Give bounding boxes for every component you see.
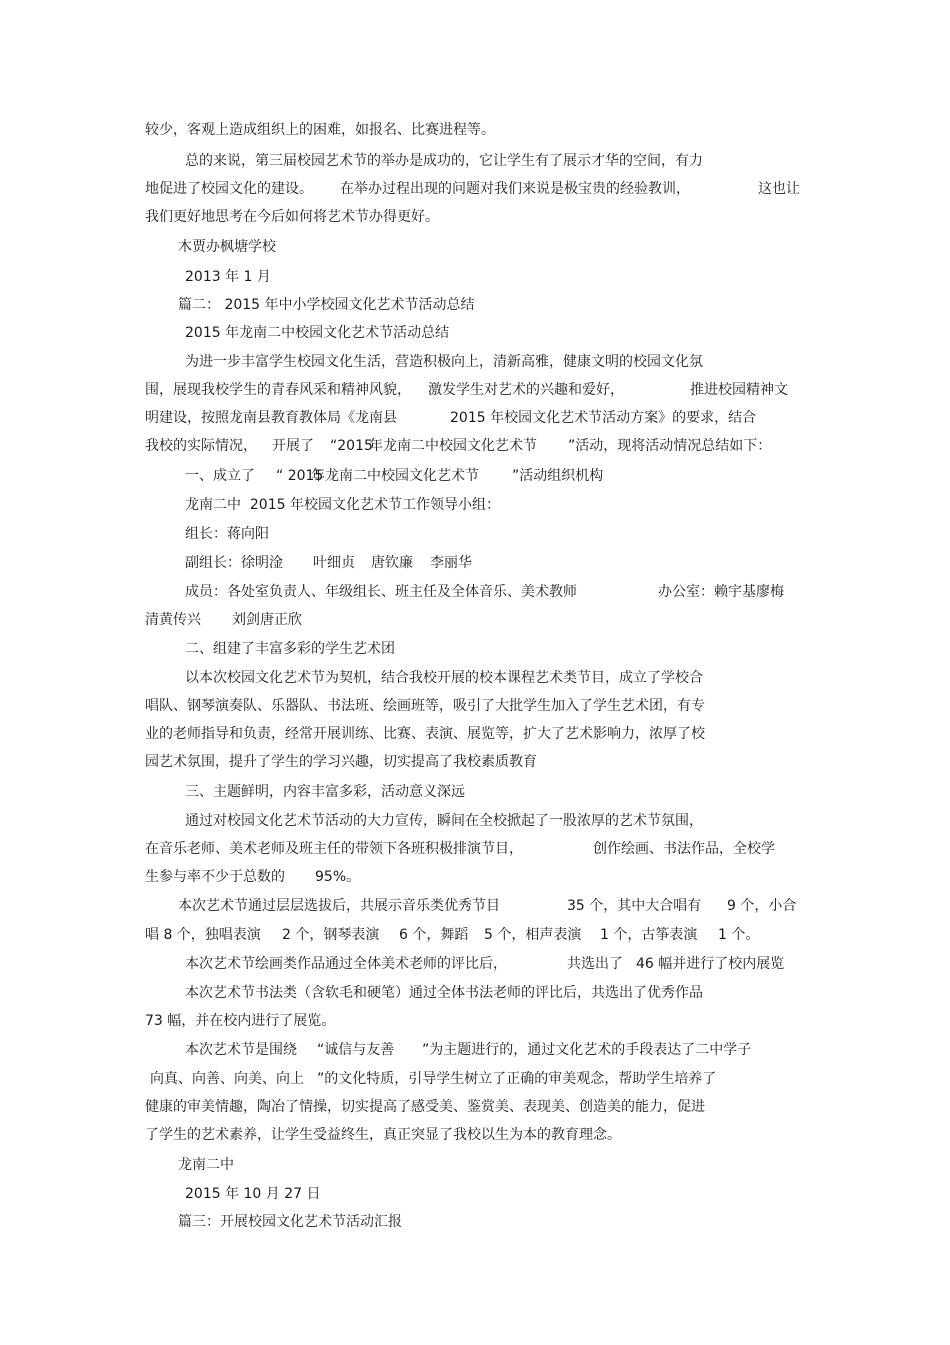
text-line: 向真、向善、向美、向上 [150,1071,304,1087]
text-line: 本次艺术节书法类（含软毛和硬笔）通过全体书法老师的评比后，共选出了优秀作品 [185,985,703,1001]
text-line: 较少，客观上造成组织上的困难，如报名、比赛进程等。 [145,122,495,138]
text-line: 5 个，相声表演 [484,927,582,943]
text-line: 我校的实际情况， [145,438,257,454]
text-line: 李丽华 [430,555,472,571]
text-line: 通过对校园文化艺术节活动的大力宣传，瞬间在全校掀起了一股浓厚的艺术节氛围， [185,813,703,829]
text-line: 本次艺术节绘画类作品通过全体美术老师的评比后， [185,956,507,972]
text-line: “ 2015 [276,468,324,484]
text-line: 业的老师指导和负责，经常开展训练、比赛、表演、展览等，扩大了艺术影响力，浓厚了校 [145,726,705,742]
text-line: 激发学生对艺术的兴趣和爱好， [428,382,624,398]
text-line: 年龙南二中校园文化艺术节 [369,438,537,454]
text-line: 唐钦廉 [371,555,413,571]
text-line: 木贾办枫塘学校 [178,239,276,255]
text-line: 2013 年 1 月 [185,269,271,285]
text-line: 本次艺术节是围绕 [185,1042,297,1058]
text-line: “诚信与友善 [317,1042,395,1058]
text-line: 2015 年龙南二中校园文化艺术节活动总结 [185,325,450,341]
text-line: 共选出了 [567,956,623,972]
text-line: 办公室：赖宇基廖梅 [658,584,784,600]
text-line: 本次艺术节通过层层选拔后，共展示音乐类优秀节目 [178,898,500,914]
text-line: “2015 [330,438,373,454]
text-line: 龙南二中 2015 年校园文化艺术节工作领导小组： [185,497,500,513]
text-line: 明建设，按照龙南县教育教体局《龙南县 [145,410,397,426]
text-line: 地促进了校园文化的建设。 [145,181,313,197]
text-line: 年龙南二中校园文化艺术节 [311,468,479,484]
text-line: 三、主题鲜明，内容丰富多彩，活动意义深远 [185,784,465,800]
text-line: 围，展现我校学生的青春风采和精神风貌， [145,382,411,398]
text-line: 在举办过程出现的问题对我们来说是极宝贵的经验教训， [340,181,690,197]
text-line: 2 个，钢琴表演 [282,927,380,943]
text-line: 73 幅，并在校内进行了展览。 [145,1013,336,1029]
text-line: 为进一步丰富学生校园文化生活，营造积极向上，清新高雅，健康文明的校园文化氛 [185,354,703,370]
text-line: 46 幅并进行了校内展览 [636,956,785,972]
text-line: 篇二： 2015 年中小学校园文化艺术节活动总结 [178,297,475,313]
text-line: 1 个，古筝表演 [600,927,698,943]
text-line: 组长：蒋向阳 [185,526,269,542]
text-line: 唱队、钢琴演奏队、乐器队、书法班、绘画班等，吸引了大批学生加入了学生艺术团，有专 [145,698,705,714]
text-line: 一、成立了 [185,468,255,484]
text-line: 健康的审美情趣，陶冶了情操，切实提高了感受美、鉴赏美、表现美、创造美的能力，促进 [145,1099,705,1115]
text-line: 了学生的艺术素养，让学生受益终生，真正突显了我校以生为本的教育理念。 [145,1127,621,1143]
text-line: 以本次校园文化艺术节为契机，结合我校开展的校本课程艺术类节目，成立了学校合 [185,670,703,686]
text-line: 9 个，小合 [727,898,797,914]
text-line: 刘剑唐正欣 [232,612,302,628]
text-line: 创作绘画、书法作品，全校学 [593,841,775,857]
text-line: 龙南二中 [178,1157,234,1173]
text-line: 开展了 [272,438,314,454]
text-line: 我们更好地思考在今后如何将艺术节办得更好。 [145,209,439,225]
text-line: 35 个，其中大合唱有 [567,898,702,914]
text-line: 推进校园精神文 [690,382,788,398]
text-line: 篇三：开展校园文化艺术节活动汇报 [178,1214,402,1230]
text-line: 这也让 [758,181,800,197]
text-line: 2015 年 10 月 27 日 [185,1186,321,1202]
text-line: 在音乐老师、美术老师及班主任的带领下各班积极排演节目， [145,841,523,857]
text-line: 成员：各处室负责人、年级组长、班主任及全体音乐、美术教师 [185,584,577,600]
text-line: 生参与率不少于总数的 [145,869,285,885]
text-line: 园艺术氛围，提升了学生的学习兴趣，切实提高了我校素质教育 [145,754,537,770]
text-line: 副组长：徐明淦 [185,555,283,571]
text-line: ”活动组织机构 [512,468,604,484]
text-line: 2015 年校园文化艺术节活动方案》的要求，结合 [450,410,757,426]
text-line: 叶细贞 [313,555,355,571]
text-line: 1 个。 [718,927,760,943]
text-line: 二、组建了丰富多彩的学生艺术团 [185,641,395,657]
text-line: 唱 8 个，独唱表演 [145,927,261,943]
text-line: 清黄传兴 [145,612,201,628]
text-line: 95%。 [315,869,361,885]
text-line: 总的来说，第三届校园艺术节的举办是成功的，它让学生有了展示才华的空间，有力 [185,153,703,169]
text-line: 6 个，舞蹈 [399,927,469,943]
text-line: ”的文化特质，引导学生树立了正确的审美观念，帮助学生培养了 [317,1071,717,1087]
text-line: ”为主题进行的，通过文化艺术的手段表达了二中学子 [422,1042,752,1058]
text-line: ”活动，现将活动情况总结如下： [568,438,772,454]
